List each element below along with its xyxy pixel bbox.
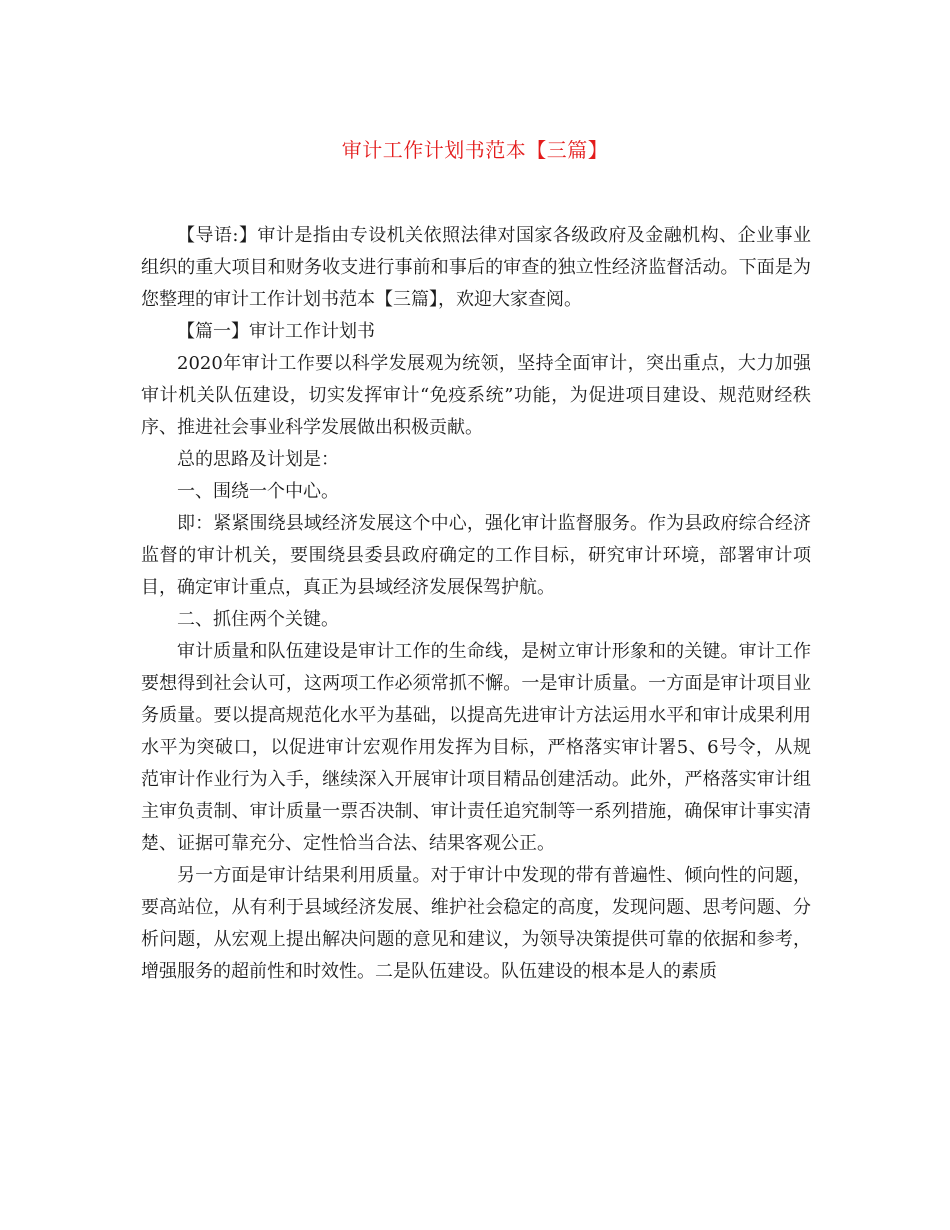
paragraph-results-quality: 另一方面是审计结果利用质量。对于审计中发现的带有普遍性、倾向性的问题，要高站位，从有利于县域经济发展、维护社会稳定的高度，发现问题、思考问题、分析问题，从宏观上提出解决问题的意见和建议，为领导决策提供可靠的依据和参考，增强服务的超前性和时效性。二是队伍建设。队伍建设的根本是人的素质 xyxy=(141,865,811,982)
document-body xyxy=(141,220,811,988)
paragraph-section-heading: 【篇一】审计工作计划书 xyxy=(177,321,375,342)
paragraph-point-two: 二、抓住两个关键。 xyxy=(177,609,339,630)
paragraph-intro: 【导语:】审计是指由专设机关依照法律对国家各级政府及金融机构、企业事业组织的重大项目和财务收支进行事前和事后的审查的独立性经济监督活动。下面是为您整理的审计工作计划书范本【三篇】，欢迎大家查阅。 xyxy=(141,225,811,310)
paragraph-point-one: 一、围绕一个中心。 xyxy=(177,481,339,502)
paragraph-point-two-detail: 审计质量和队伍建设是审计工作的生命线，是树立审计形象和的关键。审计工作要想得到社会认可，这两项工作必须常抓不懈。一是审计质量。一方面是审计项目业务质量。要以提高规范化水平为基础，以提高先进审计方法运用水平和审计成果利用水平为突破口，以促进审计宏观作用发挥为目标，严格落实审计署5、6号令，从规范审计作业行为入手，继续深入开展审计项目精品创建活动。此外，严格落实审计组主审负责制、审计质量一票否决制、审计责任追究制等一系列措施，确保审计事实清楚、证据可靠充分、定性恰当合法、结果客观公正。 xyxy=(141,641,811,854)
paragraph-overview: 2020年审计工作要以科学发展观为统领，坚持全面审计，突出重点，大力加强审计机关队伍建设，切实发挥审计“免疫系统”功能，为促进项目建设、规范财经秩序、推进社会事业科学发展做出积极贡献。 xyxy=(141,353,811,438)
document-title: 审计工作计划书范本【三篇】 xyxy=(341,138,609,162)
paragraph-plan-lead: 总的思路及计划是： xyxy=(177,449,339,470)
paragraph-point-one-detail: 即：紧紧围绕县域经济发展这个中心，强化审计监督服务。作为县政府综合经济监督的审计机关，要围绕县委县政府确定的工作目标，研究审计环境，部署审计项目，确定审计重点，真正为县域经济发展保驾护航。 xyxy=(141,513,811,598)
